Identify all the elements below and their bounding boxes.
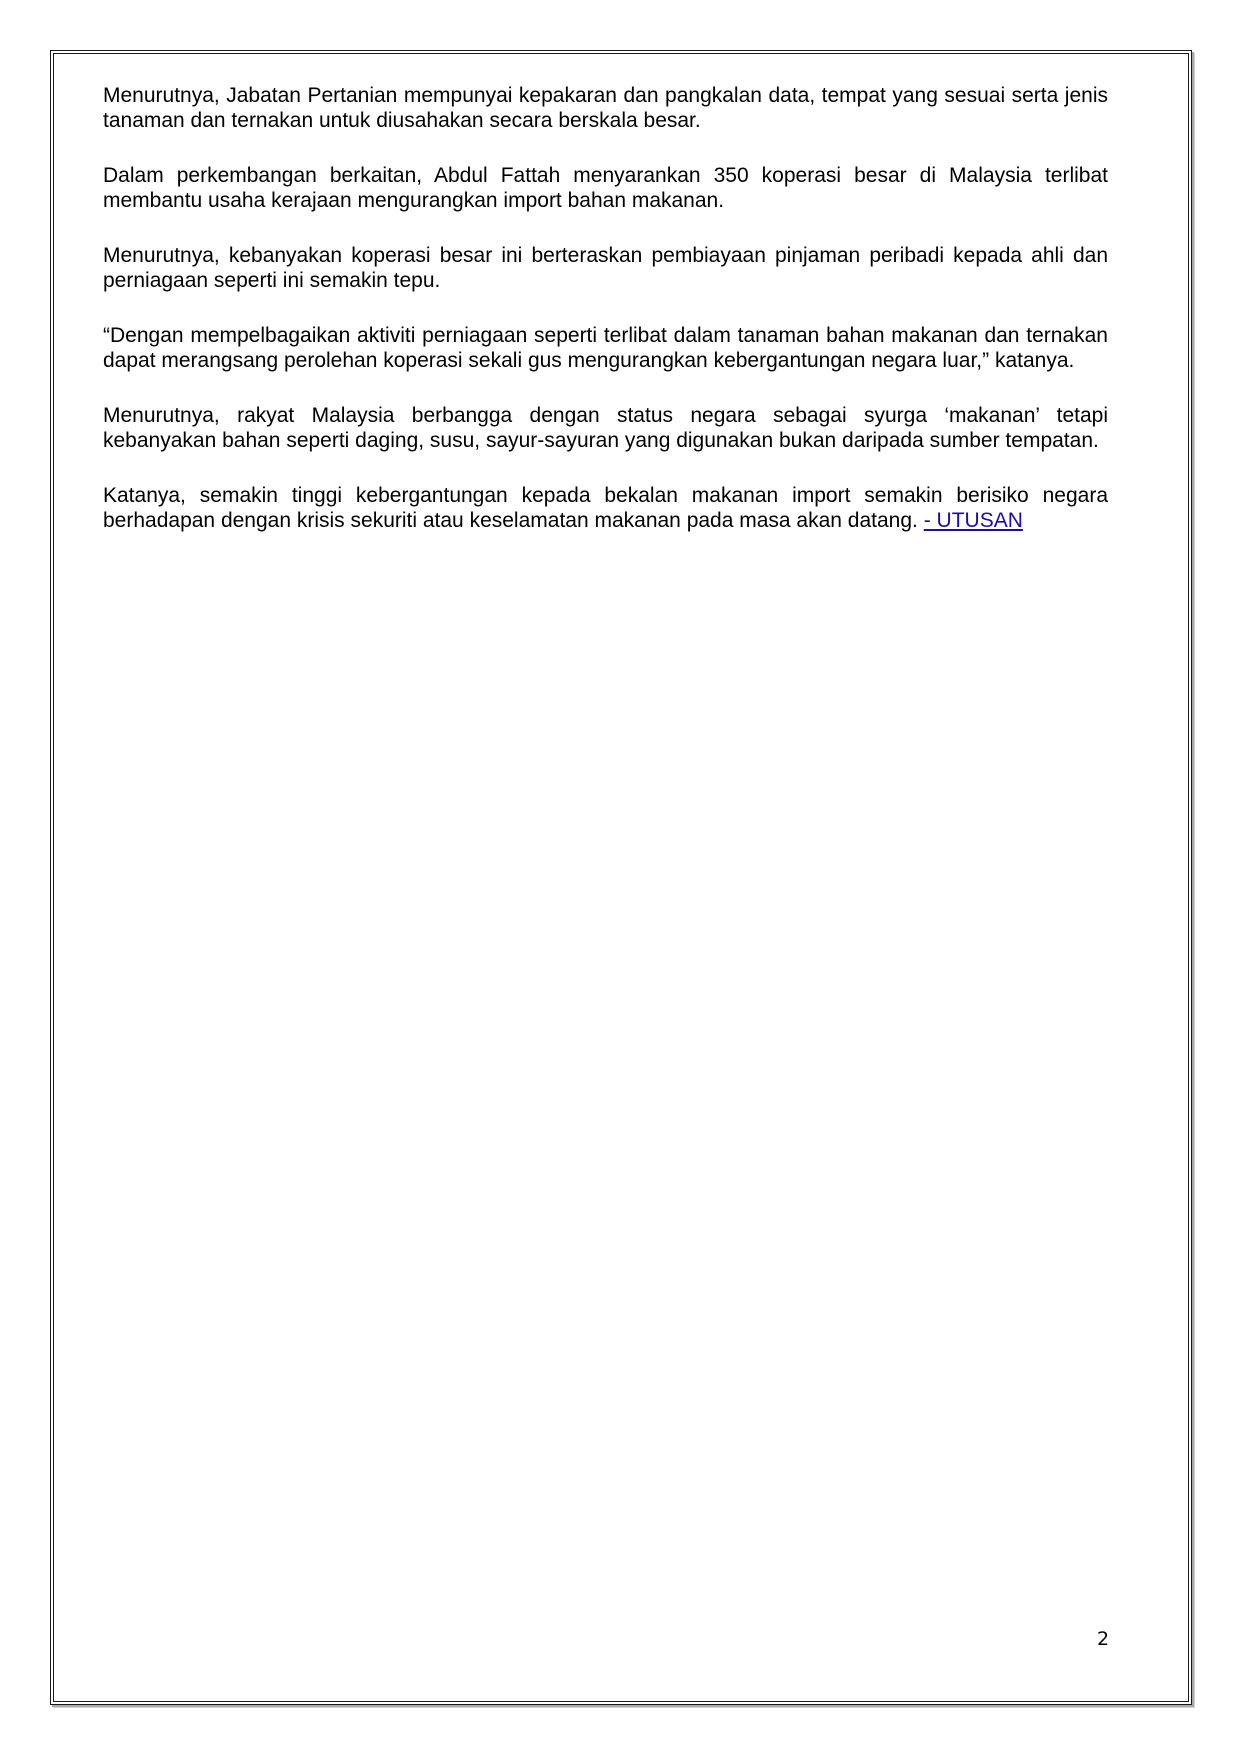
paragraph: Menurutnya, rakyat Malaysia berbangga dengan status negara sebagai syurga ‘makanan’ tetapi kebanyakan bahan seperti daging, susu, sayur-sayuran yang digunakan bukan daripada sumber tempatan.	[103, 404, 1108, 452]
paragraph: Menurutnya, Jabatan Pertanian mempunyai kepakaran dan pangkalan data, tempat yang sesuai serta jenis tanaman dan ternakan untuk diusahakan secara berskala besar.	[103, 84, 1108, 132]
paragraph: Dalam perkembangan berkaitan, Abdul Fattah menyarankan 350 koperasi besar di Malaysia terlibat membantu usaha kerajaan mengurangkan import bahan makanan.	[103, 164, 1108, 212]
paragraph: “Dengan mempelbagaikan aktiviti perniagaan seperti terlibat dalam tanaman bahan makanan dan ternakan dapat merangsang perolehan koperasi sekali gus mengurangkan kebergantungan negara luar,” katanya.	[103, 324, 1108, 372]
paragraph-text: Katanya, semakin tinggi kebergantungan kepada bekalan makanan import semakin berisiko negara berhadapan dengan krisis sekuriti atau keselamatan makanan pada masa akan datang.	[103, 484, 1108, 532]
document-body	[103, 84, 1108, 564]
source-link-utusan[interactable]: - UTUSAN	[923, 508, 1023, 532]
page-number: 2	[1097, 1628, 1110, 1650]
paragraph: Menurutnya, kebanyakan koperasi besar ini berteraskan pembiayaan pinjaman peribadi kepada ahli dan perniagaan seperti ini semakin tepu.	[103, 244, 1108, 292]
paragraph-with-source	[103, 484, 1108, 533]
